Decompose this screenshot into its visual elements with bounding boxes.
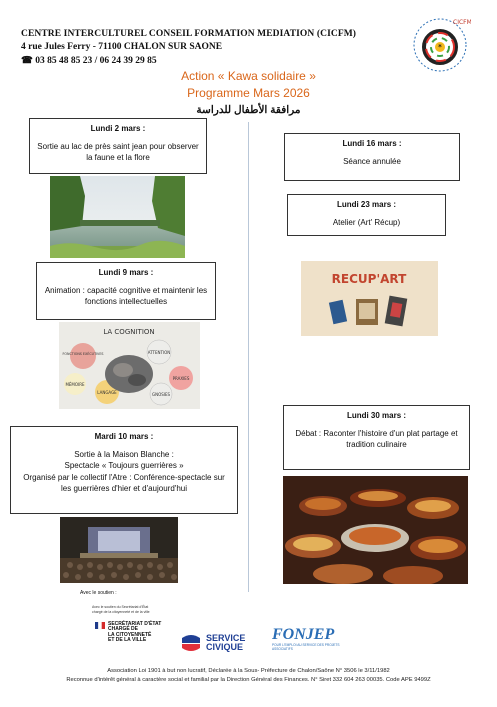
- food-photo: [283, 476, 468, 584]
- arabic-subtitle: مرافقة الأطفال للدراسة: [196, 104, 301, 116]
- event-date: Mardi 10 mars :: [94, 432, 154, 441]
- recup-art-image: [301, 261, 438, 336]
- secretariat-line-4: ET DE LA VILLE: [108, 636, 147, 643]
- service-civique-icon: [180, 632, 202, 654]
- event-lundi-9-mars: [36, 262, 216, 320]
- fonjep-subtitle: POUR L'EMPLOI AU SERVICE DES PROJETS ASSOCIATIFS: [272, 643, 340, 651]
- cognition-gnosies: GNOSIES: [151, 392, 171, 397]
- fonjep-text: FONJEP: [272, 626, 335, 643]
- organization-phone-row: [21, 55, 157, 66]
- event-description: Animation : capacité cognitive et maintenir les fonctions intellectuelles: [44, 285, 208, 307]
- event-line-2: Spectacle « Toujours guerrières »: [64, 461, 184, 471]
- cognition-fonctions: FONCTIONS EXÉCUTIVES: [62, 352, 104, 356]
- telephone-icon: ☎: [21, 56, 33, 66]
- lake-photo: [50, 176, 185, 258]
- event-lundi-30-mars: [283, 405, 470, 470]
- secretariat-logo: [95, 622, 175, 643]
- support-label: Avec le soutien :: [80, 590, 117, 596]
- cognition-title: LA COGNITION: [103, 328, 155, 336]
- organization-phone: 03 85 48 85 23 / 06 24 39 29 85: [35, 56, 157, 66]
- cognition-attention: ATTENTION: [147, 350, 171, 355]
- event-date: Lundi 30 mars :: [346, 411, 407, 420]
- cognition-memoire: MÉMOIRE: [65, 382, 85, 387]
- event-lundi-2-mars: [29, 118, 207, 174]
- footer-line-1: Association Loi 1901 à but non lucratif, Déclarée à la Sous- Préfecture de Chalon/Saône N° 3506 le 3/11/1982: [107, 668, 390, 674]
- theater-photo: [60, 517, 178, 583]
- support-small-text: Avec le soutien du Secrétariat d'État chargé de la citoyenneté et de la ville: [92, 605, 150, 614]
- event-line-3: Organisé par le collectif l'Atre : Conférence-spectacle sur les guerrières d'hier et d'aujourd'hui: [23, 472, 225, 494]
- event-date: Lundi 2 mars :: [90, 124, 146, 133]
- event-lundi-16-mars: [284, 133, 460, 181]
- action-title: Action « Kawa solidaire »: [181, 69, 316, 83]
- event-mardi-10-mars: [10, 426, 238, 514]
- event-description: Sortie au lac de près saint jean pour observer la faune et la flore: [37, 141, 199, 163]
- event-description: Atelier (Art' Récup): [332, 217, 401, 227]
- event-description: Séance annulée: [343, 156, 401, 166]
- footer-line-2: Reconnue d'intérêt général à caractère social et familial par la Direction Général des Finances. N° Siret 332 604 263 00035. Code APE 9499Z: [66, 677, 431, 683]
- organization-address: 4 rue Jules Ferry - 71100 CHALON SUR SAONE: [21, 42, 223, 52]
- event-date: Lundi 16 mars :: [342, 139, 402, 148]
- recup-art-title: RECUP'ART: [331, 272, 407, 286]
- cognition-praxies: PRAXIES: [172, 376, 190, 381]
- event-lundi-23-mars: [287, 194, 446, 236]
- event-date: Lundi 23 mars :: [336, 200, 397, 209]
- program-title: Programme Mars 2026: [187, 86, 310, 100]
- service-civique-text-1: SERVICE: [206, 633, 246, 643]
- svg-text:*: *: [438, 43, 442, 51]
- fonjep-logo: [272, 626, 372, 651]
- service-civique-text-2: CIVIQUE: [206, 642, 244, 652]
- cognition-langage: LANGAGE: [97, 390, 117, 395]
- event-description: Débat : Raconter l'histoire d'un plat partage et tradition culinaire: [295, 428, 458, 450]
- logo-text: CICFM: [453, 19, 471, 26]
- event-date: Lundi 9 mars :: [98, 268, 154, 277]
- secretariat-line-1: SECRÉTARIAT D'ÉTAT: [108, 621, 162, 627]
- cicfm-logo: [409, 14, 471, 76]
- event-line-1: Sortie à la Maison Blanche :: [74, 449, 174, 459]
- center-divider: [248, 122, 249, 592]
- service-civique-logo: [180, 628, 260, 658]
- secretariat-line-3: LA CITOYENNETÉ: [108, 631, 152, 638]
- marianne-flag-icon: [95, 622, 105, 636]
- cognition-image: [59, 322, 200, 409]
- secretariat-line-2: CHARGÉ DE: [108, 626, 139, 633]
- organization-name: CENTRE INTERCULTUREL CONSEIL FORMATION MEDIATION (CICFM): [21, 29, 357, 39]
